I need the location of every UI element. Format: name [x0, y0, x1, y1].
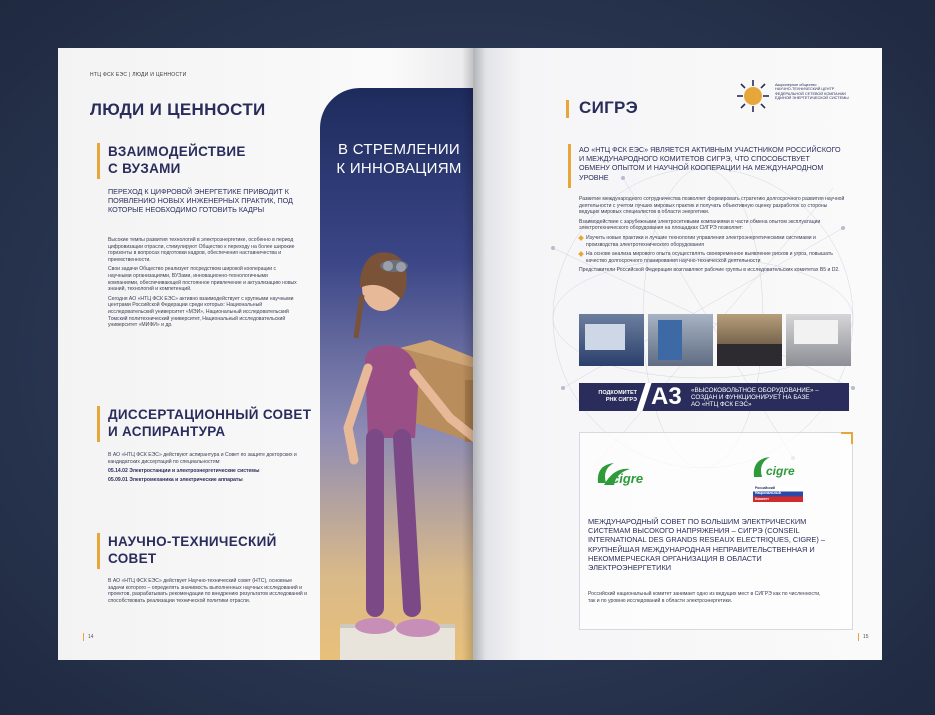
- logo-text: Акционерное общество НАУЧНО-ТЕХНИЧЕСКИЙ ЦЕНТР ФЕДЕРАЛЬНОЙ СЕТЕВОЙ КОМПАНИИ ЕДИНОЙ ЭНЕРГЕТИЧЕСКОЙ СИСТЕМЫ: [775, 83, 849, 101]
- conference-photo: [717, 314, 782, 366]
- bullet-icon: [578, 235, 584, 241]
- brochure-spread: [58, 48, 882, 660]
- photo-title: В СТРЕМЛЕНИИ К ИННОВАЦИЯМ: [336, 141, 462, 177]
- section-accent-bar: [97, 143, 100, 179]
- hero-photo-panel: [320, 88, 473, 660]
- ntc-logo: [735, 76, 859, 118]
- subcommittee-description: «ВЫСОКОВОЛЬТНОЕ ОБОРУДОВАНИЕ» – СОЗДАН И ФУНКЦИОНИРУЕТ НА БАЗЕ АО «НТЦ ФСК ЕЭС»: [691, 387, 819, 409]
- page-title: СИГРЭ: [579, 98, 639, 117]
- subcommittee-banner: [579, 383, 849, 411]
- section-accent-bar: [97, 533, 100, 569]
- cigre-russia-logo: [750, 455, 806, 499]
- right-page: [473, 48, 882, 660]
- lead-accent-bar: [568, 144, 571, 188]
- conference-photo: [786, 314, 851, 366]
- section-lead: АО «НТЦ ФСК ЕЭС» ЯВЛЯЕТСЯ АКТИВНЫМ УЧАСТНИКОМ РОССИЙСКОГО И МЕЖДУНАРОДНОГО КОМИТЕТОВ СИГРЭ, ЧТО СПОСОБСТВУЕТ ОБМЕНУ ОПЫТОМ И НАУЧНОЙ КООПЕРАЦИИ НА МЕЖДУНАРОДНОМ УРОВНЕ: [579, 145, 841, 182]
- section-body: В АО «НТЦ ФСК ЕЭС» действуют аспирантура и Совет по защите докторских и кандидатских диссертаций по специальностям: 05.14.02 Электростанции и электроэнергетические системы 05.09.01 Электромеханика и электрические аппараты: [108, 452, 297, 483]
- section-heading-dissertation: ДИССЕРТАЦИОННЫЙ СОВЕТ И АСПИРАНТУРА: [108, 407, 312, 439]
- bullet-icon: [578, 251, 584, 257]
- subcommittee-label: ПОДКОМИТЕТ РНК СИГРЭ: [598, 390, 637, 403]
- page-spine: [462, 48, 486, 660]
- subcommittee-code: А3: [651, 383, 682, 410]
- page-title: ЛЮДИ И ЦЕННОСТИ: [90, 100, 266, 119]
- section-accent-bar: [97, 406, 100, 442]
- section-body: В АО «НТЦ ФСК ЕЭС» действует Научно-технический совет (НТС), основные задачи которого – определять значимость выполненных научных исследований и проектов, разрабатывать рекомендации по внедрению результатов исследований и способствовать реализации технической политики отрасли.: [108, 578, 308, 604]
- page-tick: [858, 633, 859, 641]
- svg-text:cigre: cigre: [766, 464, 795, 478]
- photo-strip: [579, 314, 851, 366]
- title-accent-bar: [566, 100, 569, 118]
- cigre-globe-icon: [594, 459, 650, 489]
- girl-aviator-illustration: [320, 88, 473, 660]
- list-item: Изучить новые практики и лучшие технологии управления электроэнергетическими системами и производства электротехнического оборудования: [579, 235, 849, 248]
- box-corner-accent: [841, 432, 853, 444]
- section-heading-universities: ВЗАИМОДЕЙСТВИЕ С ВУЗАМИ: [108, 144, 246, 176]
- section-heading-tech-council: НАУЧНО-ТЕХНИЧЕСКИЙ СОВЕТ: [108, 534, 277, 566]
- page-number: 15: [863, 634, 869, 640]
- conference-photo: [648, 314, 713, 366]
- page-tick: [83, 633, 84, 641]
- cigre-ru-globe-icon: [750, 455, 806, 481]
- sun-logo-icon: [735, 78, 771, 114]
- left-page: [58, 48, 473, 660]
- russian-flag-label: Российский Национальный Комитет: [753, 486, 803, 502]
- section-body: Высокие темпы развития технологий в электроэнергетике, особенно в период цифровизации отрасли, стимулируют Общество к переходу на более широкие горизонты в вопросах подготовки кадров, обеспечения наставничества и преемственности. Свои задачи Общество реализует посредством широкой кооперации с научными организациями, ВУЗами, инновационно-технологичными компаниями, обеспечивающей постоянное привлечение и актуализацию новых знаний, технологий и компетенций. Сегодня АО «НТЦ ФСК ЕЭС» активно взаимодействует с крупными научными центрами Российской Федерации среди которых: Национальный исследовательский университет «МЭИ», Национальный исследовательский Томский политехнический университет, Национальный исследовательский университет «МИФИ» и др.: [108, 237, 297, 329]
- cigre-info-box: [579, 432, 853, 630]
- running-header: НТЦ ФСК ЕЭС | ЛЮДИ И ЦЕННОСТИ: [90, 72, 187, 78]
- svg-text:cigre: cigre: [612, 471, 644, 486]
- section-lead: ПЕРЕХОД К ЦИФРОВОЙ ЭНЕРГЕТИКЕ ПРИВОДИТ К ПОЯВЛЕНИЮ НОВЫХ ИНЖЕНЕРНЫХ ПРАКТИК, ПОД КОТОРЫЕ НЕОБХОДИМО ГОТОВИТЬ КАДРЫ: [108, 187, 293, 215]
- page-number: 14: [88, 634, 94, 640]
- cigre-caption: МЕЖДУНАРОДНЫЙ СОВЕТ ПО БОЛЬШИМ ЭЛЕКТРИЧЕСКИМ СИСТЕМАМ ВЫСОКОГО НАПРЯЖЕНИЯ – СИГРЭ (CONSEIL INTERNATIONAL DES GRANDS RESEAUX ELECTRIQUES, CIGRE) – КРУПНЕЙШАЯ МЕЖДУНАРОДНАЯ НЕПРАВИТЕЛЬСТВЕННАЯ И НЕКОММЕРЧЕСКАЯ ОРГАНИЗАЦИЯ В ОБЛАСТИ ЭЛЕКТРОЭНЕРГЕТИКИ: [588, 517, 825, 573]
- cigre-logo: [594, 459, 650, 489]
- section-body: Развитие международного сотрудничества позволяет формировать стратегию долгосрочного развития научной деятельности с учетом лучших мировых практик и получать объективную оценку разработок со стороны ведущих мировых специалистов в области энергетики. Взаимодействие с зарубежными электросетевыми компаниями в части обмена опытом эксплуатации электротехнического оборудования на площадках СИГРЭ позволяет: Изучить новые практики и лучшие технологии управления электроэнергетическими системами и производства электротехнического оборудования На основе анализа мирового опыта осуществлять своевременное выявление рисков и угроз, повышать качество долгосрочного планирования научно-технической деятельности Представители Российской Федерации возглавляют рабочие группы в исследовательских комитетах B5 и D2.: [579, 196, 849, 277]
- list-item: На основе анализа мирового опыта осуществлять своевременное выявление рисков и угроз, повышать качество долгосрочного планирования научно-технической деятельности: [579, 251, 849, 264]
- banner-divider: [636, 383, 651, 411]
- conference-photo: [579, 314, 644, 366]
- cigre-body: Российский национальный комитет занимает одно из ведущих мест в СИГРЭ как по численности, так и по уровню исследований в области электроэнергетики.: [588, 591, 821, 604]
